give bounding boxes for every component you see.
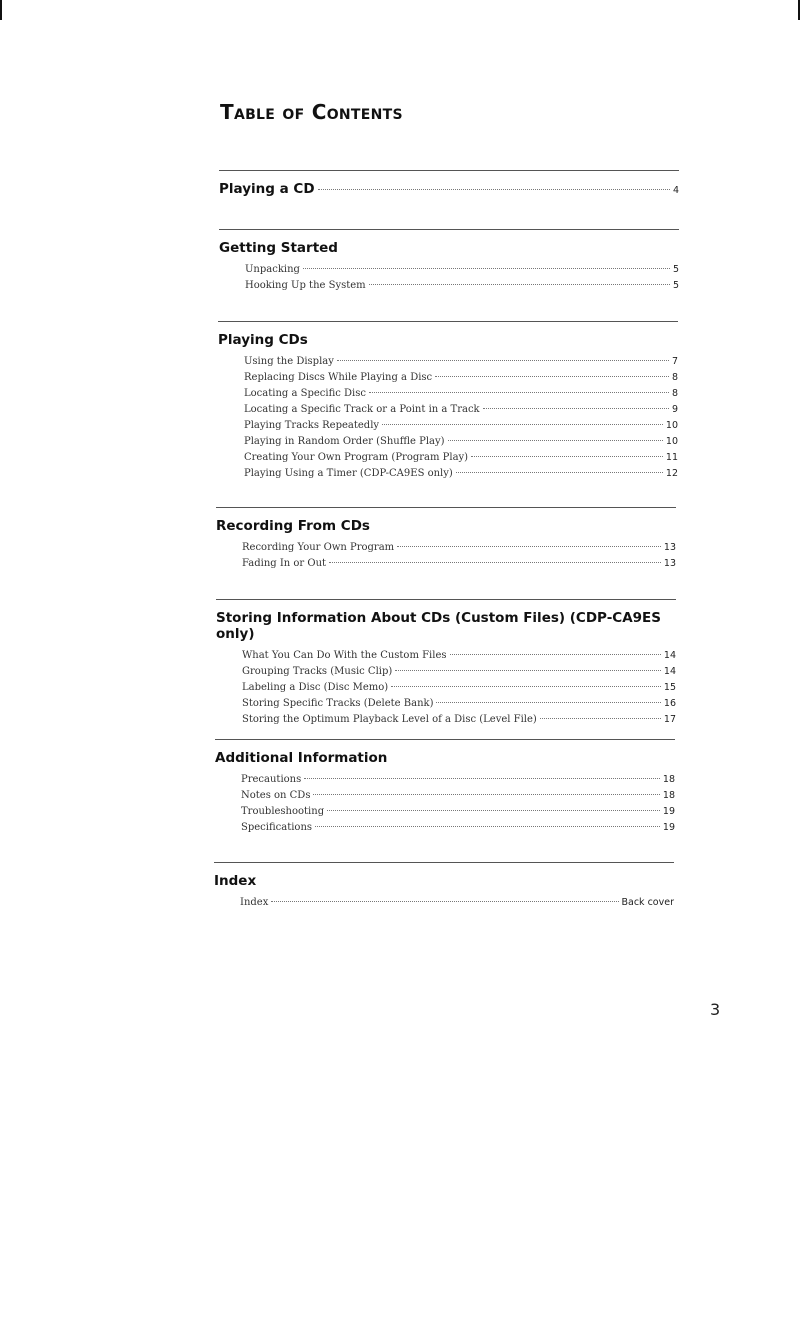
toc-entry[interactable] (242, 540, 676, 556)
entry-label: Index (240, 897, 269, 908)
dot-leader (303, 268, 670, 269)
section-title: Playing a CD (219, 181, 315, 197)
dot-leader (315, 826, 660, 827)
section-rule (214, 862, 674, 863)
toc-entry[interactable] (242, 696, 676, 712)
entry-label: Labeling a Disc (Disc Memo) (242, 682, 389, 693)
page-ref: 5 (672, 280, 679, 291)
entry-label: Troubleshooting (241, 806, 325, 817)
page-title: Table of Contents (220, 100, 403, 124)
toc-entry[interactable] (245, 262, 679, 278)
page-ref: 8 (671, 372, 678, 383)
entry-label: Specifications (241, 822, 313, 833)
page-ref: 14 (663, 666, 676, 677)
toc-entry[interactable] (240, 895, 674, 911)
toc-entry[interactable] (244, 450, 678, 466)
toc-entry[interactable] (242, 712, 676, 728)
section-title: Additional Information (215, 750, 388, 766)
dot-leader (313, 794, 659, 795)
toc-entry[interactable] (242, 648, 676, 664)
toc-entry[interactable] (241, 788, 675, 804)
toc-entry[interactable] (244, 370, 678, 386)
dot-leader (450, 654, 661, 655)
page-ref: 13 (663, 558, 676, 569)
page-ref: 8 (671, 388, 678, 399)
dot-leader (318, 189, 670, 190)
page-ref: 13 (663, 542, 676, 553)
entry-label: Storing Specific Tracks (Delete Bank) (242, 698, 434, 709)
dot-leader (471, 456, 663, 457)
page-ref: 12 (665, 468, 678, 479)
dot-leader (448, 440, 663, 441)
section-title: Storing Information About CDs (Custom Files) (CDP-CA9ES only) (216, 610, 661, 642)
toc-entry[interactable] (244, 386, 678, 402)
dot-leader (271, 901, 618, 902)
entry-label: Grouping Tracks (Music Clip) (242, 666, 393, 677)
entry-label: Unpacking (245, 264, 300, 275)
dot-leader (436, 702, 660, 703)
page-ref: 9 (671, 404, 678, 415)
dot-leader (337, 360, 669, 361)
toc-section-playing-cds (218, 321, 678, 482)
entry-label: Playing Tracks Repeatedly (244, 420, 380, 431)
dot-leader (369, 392, 669, 393)
entry-label: What You Can Do With the Custom Files (242, 650, 447, 661)
entry-label: Replacing Discs While Playing a Disc (244, 372, 433, 383)
dot-leader (304, 778, 660, 779)
toc-section-custom-files (216, 599, 676, 728)
page-ref: 15 (663, 682, 676, 693)
section-rule (219, 229, 679, 230)
page-ref: 19 (662, 806, 675, 817)
section-rule (215, 739, 675, 740)
page-ref: 16 (663, 698, 676, 709)
section-title: Playing CDs (218, 332, 308, 348)
toc-entry[interactable] (244, 354, 678, 370)
section-title: Index (214, 873, 257, 889)
page-ref: 18 (662, 774, 675, 785)
dot-leader (435, 376, 669, 377)
page-ref: 4 (672, 185, 679, 196)
toc-entry[interactable] (219, 181, 679, 197)
toc-section-index (214, 862, 674, 911)
section-rule (219, 170, 679, 171)
entry-label: Locating a Specific Track or a Point in a Track (244, 404, 480, 415)
entry-label: Precautions (241, 774, 302, 785)
page-ref: 10 (665, 420, 678, 431)
page-ref: 11 (665, 452, 678, 463)
dot-leader (397, 546, 661, 547)
page-ref: 10 (665, 436, 678, 447)
toc-entry[interactable] (242, 664, 676, 680)
entry-label: Using the Display (244, 356, 334, 367)
dot-leader (540, 718, 661, 719)
toc-entry[interactable] (244, 418, 678, 434)
toc-entry[interactable] (242, 680, 676, 696)
toc-entry[interactable] (244, 466, 678, 482)
entry-label: Recording Your Own Program (242, 542, 395, 553)
section-rule (216, 507, 676, 508)
dot-leader (395, 670, 661, 671)
toc-entry[interactable] (242, 556, 676, 572)
dot-leader (391, 686, 661, 687)
section-title: Recording From CDs (216, 518, 370, 534)
entry-label: Locating a Specific Disc (244, 388, 366, 399)
toc-entry[interactable] (245, 278, 679, 294)
page-ref: 14 (663, 650, 676, 661)
toc-section-getting-started (219, 229, 679, 294)
entry-label: Creating Your Own Program (Program Play) (244, 452, 469, 463)
entry-label: Hooking Up the System (245, 280, 366, 291)
toc-section-additional-info (215, 739, 675, 836)
dot-leader (329, 562, 661, 563)
toc-entry[interactable] (241, 804, 675, 820)
entry-label: Playing in Random Order (Shuffle Play) (244, 436, 445, 447)
toc-entry[interactable] (241, 820, 675, 836)
toc-entry[interactable] (244, 402, 678, 418)
page-ref: 7 (671, 356, 678, 367)
dot-leader (483, 408, 669, 409)
page-ref: Back cover (621, 897, 674, 908)
page-ref: 5 (672, 264, 679, 275)
section-rule (218, 321, 678, 322)
page-ref: 18 (662, 790, 675, 801)
toc-section-playing-a-cd (219, 170, 679, 197)
dot-leader (382, 424, 663, 425)
page-ref: 17 (663, 714, 676, 725)
toc-section-recording (216, 507, 676, 572)
page-ref: 19 (662, 822, 675, 833)
entry-label: Storing the Optimum Playback Level of a Disc (Level File) (242, 714, 537, 725)
entry-label: Playing Using a Timer (CDP-CA9ES only) (244, 468, 453, 479)
section-rule (216, 599, 676, 600)
entry-label: Fading In or Out (242, 558, 327, 569)
section-title: Getting Started (219, 240, 338, 256)
toc-entry[interactable] (241, 772, 675, 788)
dot-leader (456, 472, 663, 473)
page-number: 3 (710, 1000, 721, 1019)
toc-entry[interactable] (244, 434, 678, 450)
entry-label: Notes on CDs (241, 790, 311, 801)
dot-leader (369, 284, 670, 285)
dot-leader (327, 810, 660, 811)
crop-mark-left (0, 0, 2, 20)
